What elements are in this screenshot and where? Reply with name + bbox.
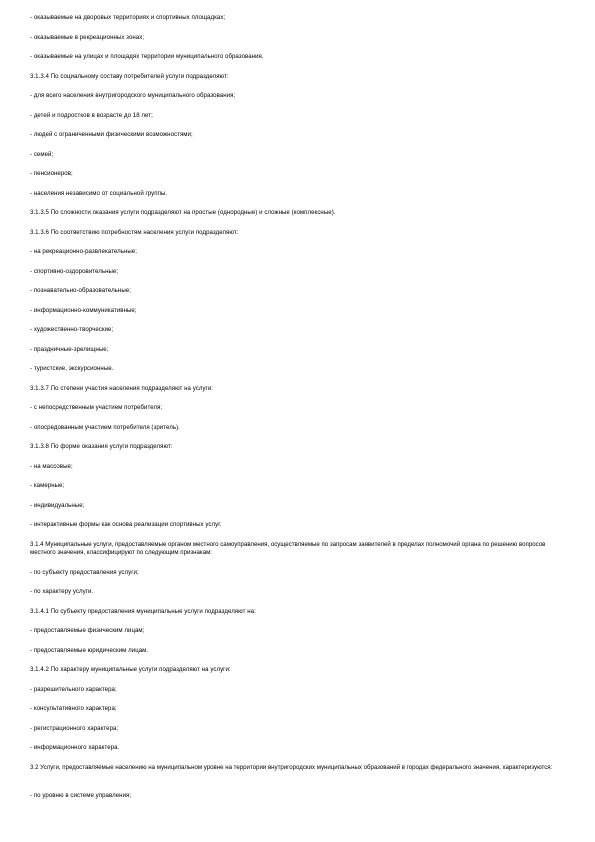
text-line: - художественно-творческие; [30,326,114,333]
text-line: - людей с ограниченными физическими возможностями; [30,131,193,138]
section-paragraph: 3.1.4 Муниципальные услуги, предоставляемые органом местного самоуправления, осуществляемые по запросам заявителей в пределах полномочий органа по решению вопросов местного значения, классифицируют по следующим признакам: [30,540,546,556]
section-heading: 3.1.3.7 По степени участия населения подразделяют на услуги: [30,384,214,392]
text-line: - пенсионеров; [30,170,73,177]
text-line: - по субъекту предоставления услуги; [30,568,139,576]
text-line: - оказываемые на дворовых территориях и спортивных площадках; [30,14,226,21]
text-line: - разрешительного характера; [30,685,117,693]
text-line: - для всего населения внутригородского муниципального образования; [30,92,236,99]
text-line: - спортивно-оздоровительные; [30,267,119,275]
section-heading: 3.1.3.5 По сложности оказания услуги подразделяют на простые (однородные) и сложные (комплексные). [30,209,336,216]
text-line: - регистрационного характера; [30,724,119,732]
text-line: - индивидуальные; [30,501,85,509]
text-line: - информационного характера. [30,744,120,751]
text-line: - камерные; [30,482,65,489]
text-line: - опосредованным участием потребителя (зритель). [30,423,180,431]
text-line: - с непосредственным участием потребителя; [30,404,163,411]
text-line: - оказываемые на улицах и площадях территории муниципального образования. [30,53,264,60]
text-line: - консультативного характера; [30,705,117,712]
section-heading: 3.1.4.1 По субъекту предоставления муниципальные услуги подразделяют на: [30,607,256,615]
text-line: - по уровню в системе управления; [30,791,132,799]
section-heading: 3.1.4.2 По характеру муниципальные услуги подразделяют на услуги: [30,666,231,673]
text-line: - детей и подростков в возрасте до 18 лет; [30,111,153,119]
text-line: - предоставляемые юридическим лицам. [30,646,149,654]
text-line: - по характеру услуги. [30,588,94,595]
text-line: - предоставляемые физическим лицам; [30,627,145,634]
text-line: - информационно-коммуникативные; [30,306,137,314]
text-line: - семей; [30,150,54,158]
section-paragraph: 3.2 Услуги, предоставляемые населению на муниципальном уровне на территории внутригородских муниципальных образований в городах федерального значения, характеризуются: [30,763,553,771]
section-heading: 3.1.3.8 По форме оказания услуги подразделяют: [30,443,173,450]
section-heading: 3.1.3.6 По соответствию потребностям населения услуги подразделяют: [30,228,239,236]
text-line: - туристские, экскурсионные. [30,365,114,372]
text-line: - на рекреационно-развлекательные; [30,248,137,255]
text-line: - праздничные-зрелищные; [30,345,109,353]
text-line: - населения независимо от социальной группы. [30,189,168,197]
section-heading: 3.1.3.4 По социальному составу потребителей услуги подразделяют: [30,72,229,80]
text-line: - интерактивные формы как основа реализации спортивных услуг. [30,521,222,528]
text-line: - оказываемые в рекреационных зонах; [30,33,145,41]
text-line: - познавательно-образовательные; [30,287,131,294]
text-line: - на массовые; [30,462,73,470]
